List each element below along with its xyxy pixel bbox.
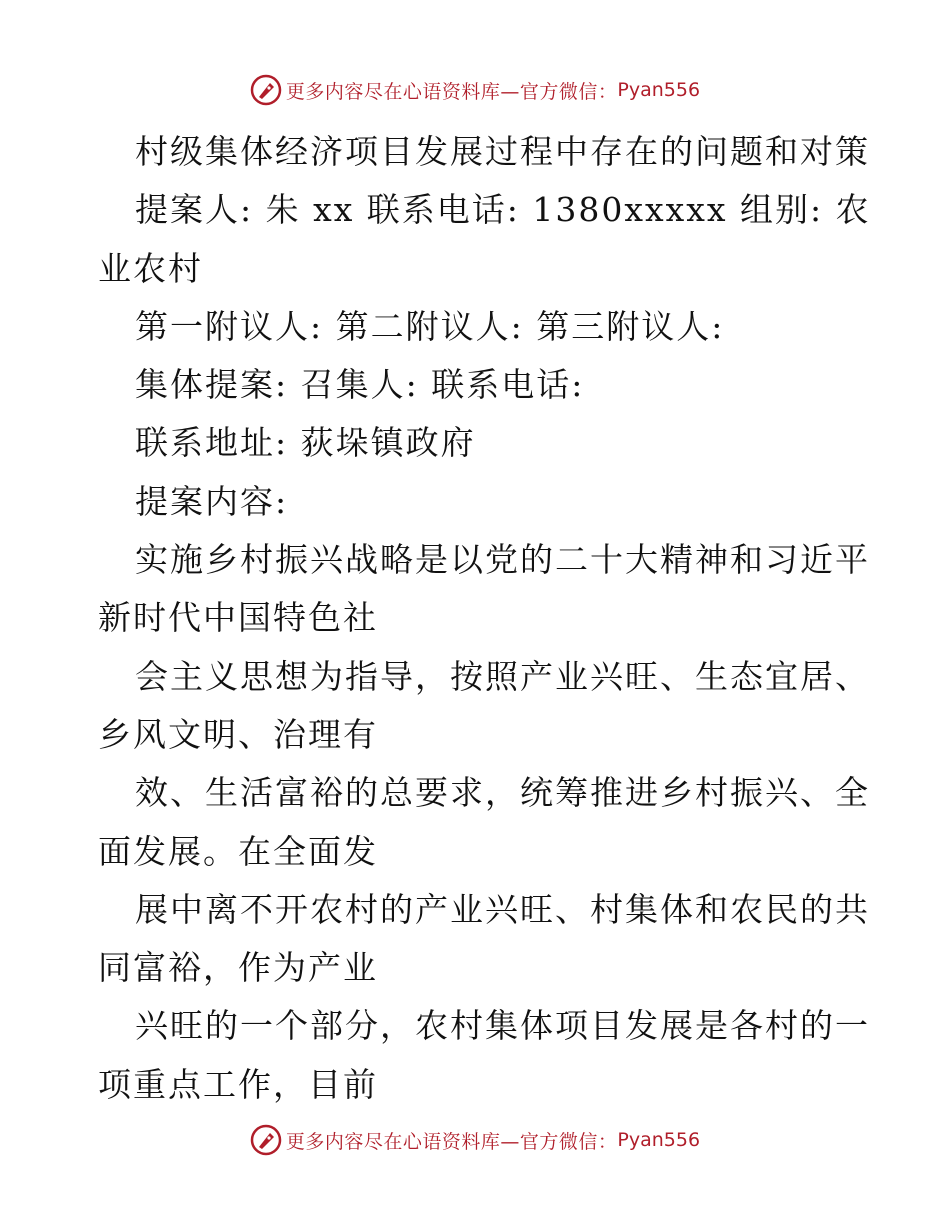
text-line: 联系地址: 荻垛镇政府: [135, 423, 476, 463]
text-line: 同富裕，作为产业: [98, 948, 378, 988]
text-line: 村级集体经济项目发展过程中存在的问题和对策: [135, 132, 870, 171]
banner-contact: Pyan556: [617, 1129, 701, 1151]
text-line: 实施乡村振兴战略是以党的二十大精神和习近平: [135, 540, 870, 580]
text-line: 会主义思想为指导，按照产业兴旺、生态宜居、: [135, 656, 870, 696]
header-banner: [0, 70, 950, 110]
footer-banner: [0, 1120, 950, 1160]
text-line: 第一附议人: 第二附议人: 第三附议人:: [135, 306, 725, 346]
banner-text: 更多内容尽在心语资料库—官方微信：: [285, 80, 618, 103]
text-line: 面发展。在全面发: [98, 831, 378, 871]
text-line: 新时代中国特色社: [98, 598, 378, 638]
text-line: 提案人: 朱 xx 联系电话: 1380xxxxx 组别: 农: [135, 190, 871, 230]
text-line: 业农村: [98, 248, 203, 288]
text-line: 项重点工作，目前: [98, 1064, 378, 1104]
text-line: 效、生活富裕的总要求，统筹推进乡村振兴、全: [135, 773, 870, 813]
text-line: 提案内容:: [135, 481, 289, 521]
text-line: 兴旺的一个部分，农村集体项目发展是各村的一: [135, 1006, 870, 1046]
text-line: 展中离不开农村的产业兴旺、村集体和农民的共: [135, 889, 870, 929]
pen-nib-logo-icon: [250, 74, 282, 106]
document-body: [98, 123, 871, 1114]
text-line: 集体提案: 召集人: 联系电话:: [135, 365, 585, 405]
banner-contact: Pyan556: [617, 79, 701, 101]
pen-nib-logo-icon: [250, 1124, 282, 1156]
text-line: 乡风文明、治理有: [98, 714, 378, 754]
banner-text: 更多内容尽在心语资料库—官方微信：: [285, 1130, 618, 1153]
